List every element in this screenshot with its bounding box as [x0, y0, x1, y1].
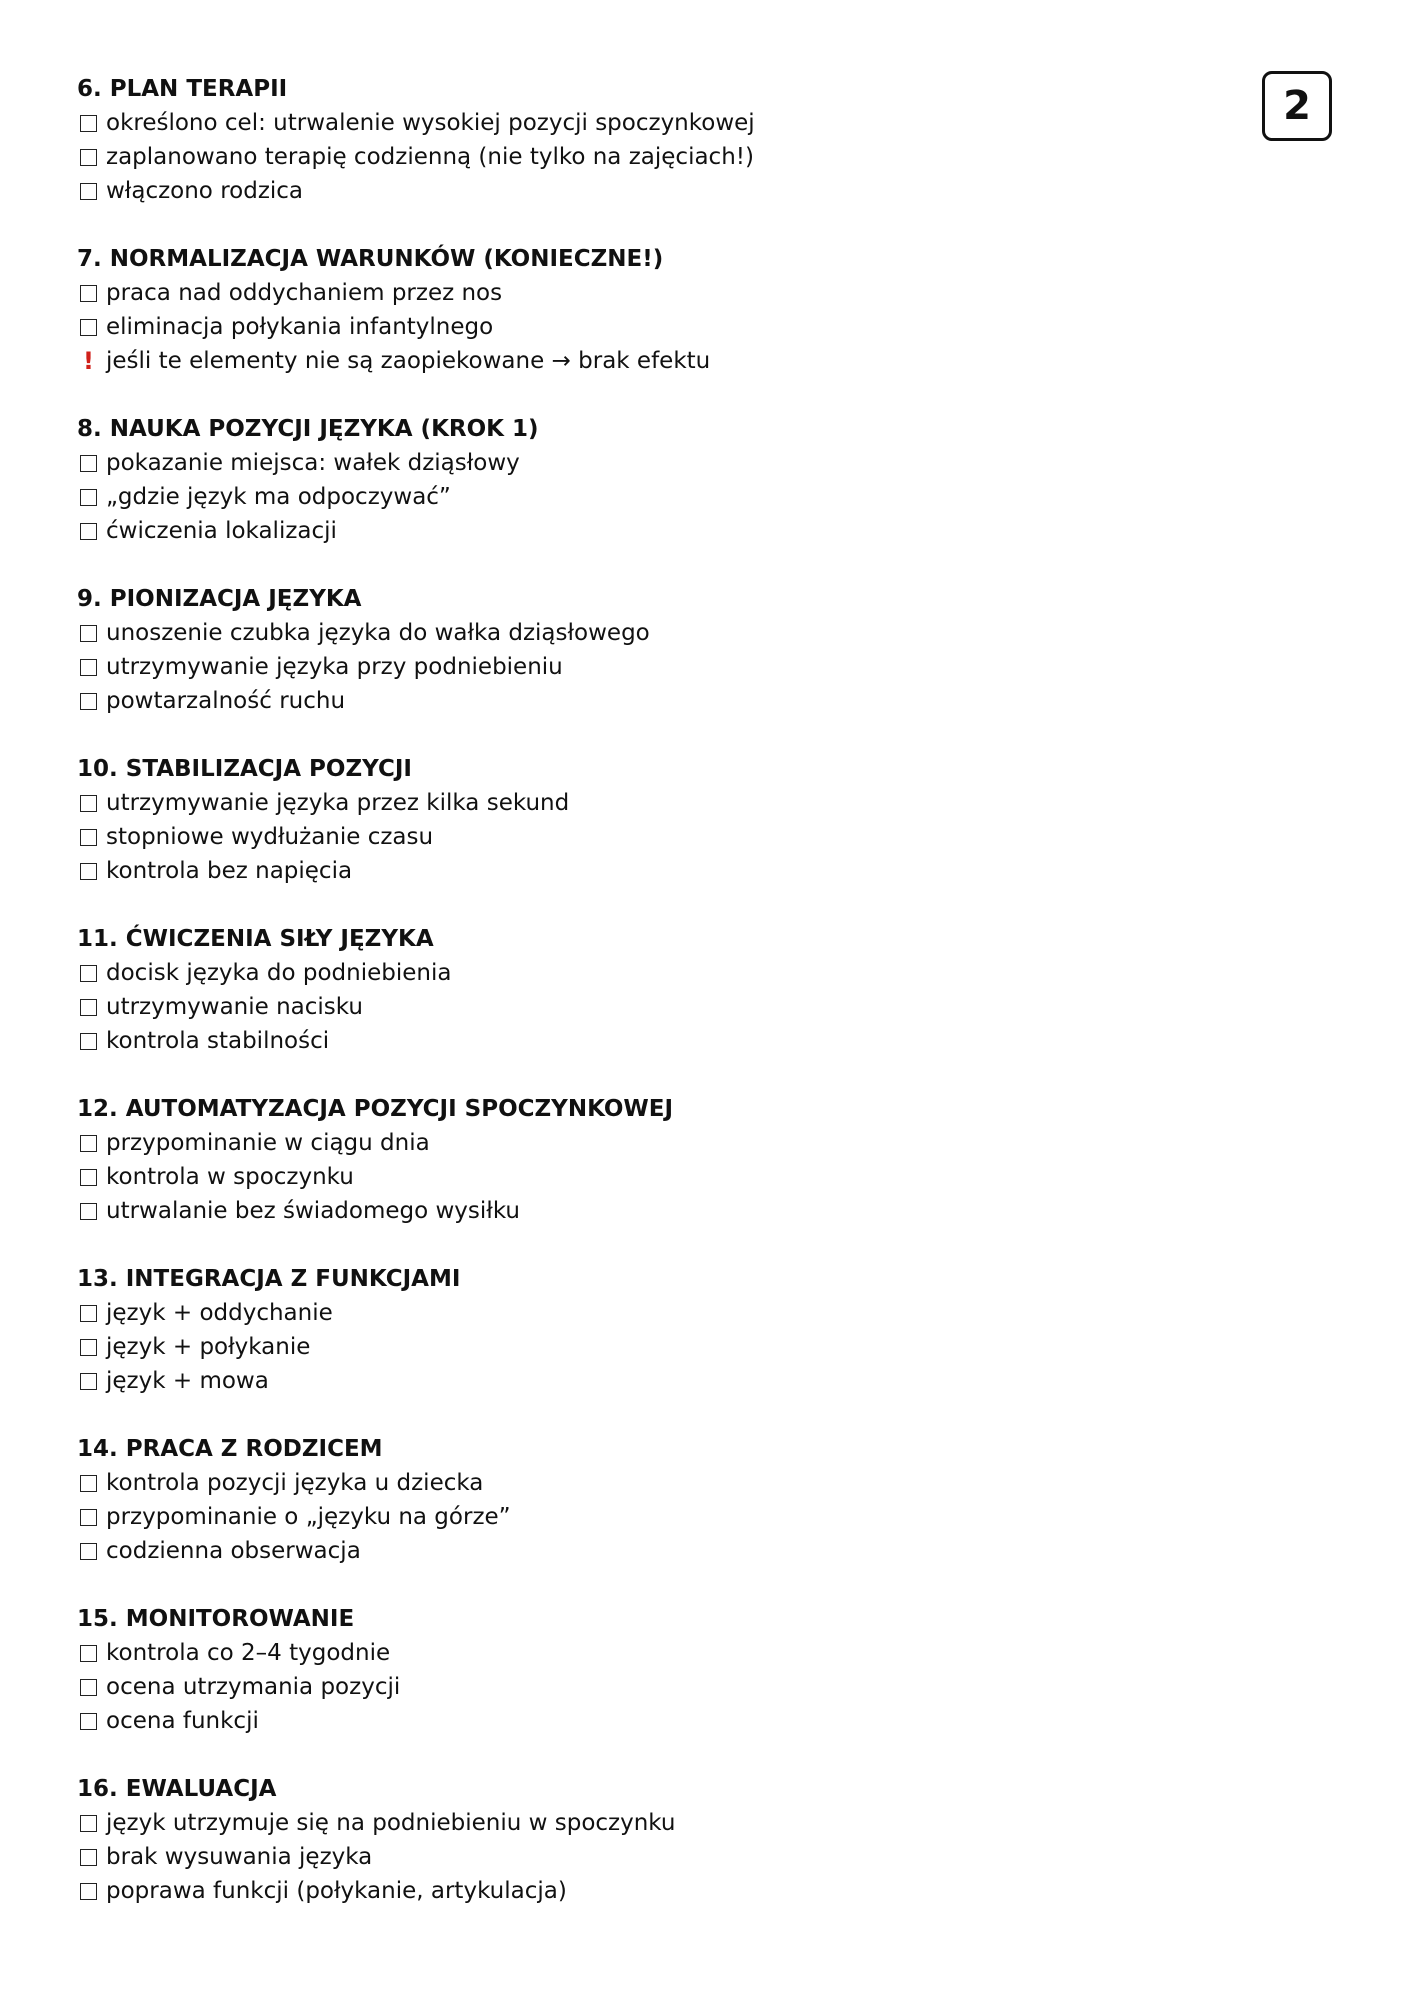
item-label: praca nad oddychaniem przez nos — [106, 280, 503, 306]
checklist-item — [77, 1194, 1197, 1228]
checkbox-icon[interactable] — [80, 1203, 97, 1220]
checkbox-icon[interactable] — [80, 1849, 97, 1866]
checklist-item — [77, 1466, 1197, 1500]
page-number-badge — [1262, 71, 1332, 141]
item-label: język + połykanie — [106, 1334, 311, 1360]
checklist-item — [77, 106, 1197, 140]
checklist-item — [77, 1160, 1197, 1194]
checkbox-icon[interactable] — [80, 1509, 97, 1526]
section-title: 15. MONITOROWANIE — [77, 1606, 355, 1632]
item-label: kontrola co 2–4 tygodnie — [106, 1640, 391, 1666]
checkbox-icon[interactable] — [80, 795, 97, 812]
checklist-item — [77, 1840, 1197, 1874]
checkbox-icon[interactable] — [80, 863, 97, 880]
section-title: 8. NAUKA POZYCJI JĘZYKA (KROK 1) — [77, 416, 539, 442]
item-label: język + oddychanie — [106, 1300, 333, 1326]
item-label: utrzymywanie języka przez kilka sekund — [106, 790, 570, 816]
checklist-item — [77, 820, 1197, 854]
checklist-section — [77, 582, 1197, 718]
item-label: język utrzymuje się na podniebieniu w spoczynku — [106, 1810, 676, 1836]
checklist-item — [77, 1874, 1197, 1908]
item-label: poprawa funkcji (połykanie, artykulacja) — [106, 1878, 567, 1904]
checkbox-icon[interactable] — [80, 183, 97, 200]
section-title: 7. NORMALIZACJA WARUNKÓW (KONIECZNE!) — [77, 246, 664, 272]
item-label: pokazanie miejsca: wałek dziąsłowy — [106, 450, 520, 476]
checkbox-icon[interactable] — [80, 625, 97, 642]
checklist-item — [77, 310, 1197, 344]
item-label: docisk języka do podniebienia — [106, 960, 452, 986]
item-label: zaplanowano terapię codzienną (nie tylko na zajęciach!) — [106, 144, 754, 170]
checkbox-icon[interactable] — [80, 523, 97, 540]
checkbox-icon[interactable] — [80, 149, 97, 166]
checkbox-icon[interactable] — [80, 285, 97, 302]
checkbox-icon[interactable] — [80, 489, 97, 506]
checklist-item — [77, 1500, 1197, 1534]
checkbox-icon[interactable] — [80, 999, 97, 1016]
item-label: codzienna obserwacja — [106, 1538, 361, 1564]
checkbox-icon[interactable] — [80, 965, 97, 982]
item-label: utrzymywanie nacisku — [106, 994, 363, 1020]
item-label: ocena utrzymania pozycji — [106, 1674, 401, 1700]
page-number: 2 — [1283, 83, 1311, 129]
checklist-item — [77, 1704, 1197, 1738]
checklist-section — [77, 1432, 1197, 1568]
checklist-section — [77, 1772, 1197, 1908]
checklist-item — [77, 1806, 1197, 1840]
checklist-item — [77, 1296, 1197, 1330]
section-title: 14. PRACA Z RODZICEM — [77, 1436, 383, 1462]
checklist-item — [77, 514, 1197, 548]
checkbox-icon[interactable] — [80, 1679, 97, 1696]
checklist-item — [77, 1670, 1197, 1704]
checkbox-icon[interactable] — [80, 1713, 97, 1730]
item-label: włączono rodzica — [106, 178, 304, 204]
item-label: ćwiczenia lokalizacji — [106, 518, 337, 544]
checklist-item — [77, 344, 1197, 378]
section-title: 13. INTEGRACJA Z FUNKCJAMI — [77, 1266, 461, 1292]
checklist-section — [77, 72, 1197, 208]
section-title: 11. ĆWICZENIA SIŁY JĘZYKA — [77, 926, 434, 952]
checklist-section — [77, 242, 1197, 378]
checklist-item — [77, 1126, 1197, 1160]
checklist-section — [77, 1262, 1197, 1398]
checkbox-icon[interactable] — [80, 1033, 97, 1050]
checkbox-icon[interactable] — [80, 1475, 97, 1492]
checklist-section — [77, 412, 1197, 548]
section-title: 16. EWALUACJA — [77, 1776, 277, 1802]
checkbox-icon[interactable] — [80, 1645, 97, 1662]
item-label: przypominanie w ciągu dnia — [106, 1130, 430, 1156]
checklist-item — [77, 650, 1197, 684]
item-label: kontrola stabilności — [106, 1028, 330, 1054]
checkbox-icon[interactable] — [80, 1543, 97, 1560]
item-label: „gdzie język ma odpoczywać” — [106, 484, 451, 510]
checkbox-icon[interactable] — [80, 1169, 97, 1186]
checkbox-icon[interactable] — [80, 1883, 97, 1900]
checkbox-icon[interactable] — [80, 1339, 97, 1356]
checklist-item — [77, 1330, 1197, 1364]
checklist-item — [77, 1364, 1197, 1398]
checklist-section — [77, 922, 1197, 1058]
item-label: unoszenie czubka języka do wałka dziąsłowego — [106, 620, 650, 646]
item-label: utrwalanie bez świadomego wysiłku — [106, 1198, 521, 1224]
item-label: stopniowe wydłużanie czasu — [106, 824, 434, 850]
checkbox-icon[interactable] — [80, 319, 97, 336]
section-title: 6. PLAN TERAPII — [77, 76, 288, 102]
checklist-item — [77, 990, 1197, 1024]
item-label: eliminacja połykania infantylnego — [106, 314, 494, 340]
item-label: kontrola pozycji języka u dziecka — [106, 1470, 484, 1496]
checkbox-icon[interactable] — [80, 1815, 97, 1832]
checklist-item — [77, 276, 1197, 310]
checklist-item — [77, 140, 1197, 174]
item-label: ocena funkcji — [106, 1708, 259, 1734]
checklist-section — [77, 752, 1197, 888]
checklist-section — [77, 1092, 1197, 1228]
checklist-item — [77, 446, 1197, 480]
exclamation-icon: ! — [83, 347, 94, 375]
section-title: 10. STABILIZACJA POZYCJI — [77, 756, 412, 782]
checklist-item — [77, 616, 1197, 650]
item-label: język + mowa — [106, 1368, 269, 1394]
checklist-item — [77, 786, 1197, 820]
item-label: brak wysuwania języka — [106, 1844, 373, 1870]
item-label: kontrola w spoczynku — [106, 1164, 354, 1190]
section-title: 9. PIONIZACJA JĘZYKA — [77, 586, 362, 612]
checkbox-icon[interactable] — [80, 659, 97, 676]
checklist-item — [77, 1024, 1197, 1058]
checkbox-icon[interactable] — [80, 1305, 97, 1322]
checklist-item — [77, 1534, 1197, 1568]
checkbox-icon[interactable] — [80, 693, 97, 710]
checkbox-icon[interactable] — [80, 1135, 97, 1152]
item-label: powtarzalność ruchu — [106, 688, 346, 714]
checklist — [77, 72, 1197, 1942]
checkbox-icon[interactable] — [80, 115, 97, 132]
section-title: 12. AUTOMATYZACJA POZYCJI SPOCZYNKOWEJ — [77, 1096, 674, 1122]
item-label: kontrola bez napięcia — [106, 858, 353, 884]
checkbox-icon[interactable] — [80, 1373, 97, 1390]
checklist-item — [77, 480, 1197, 514]
item-label: utrzymywanie języka przy podniebieniu — [106, 654, 563, 680]
item-label: określono cel: utrwalenie wysokiej pozycji spoczynkowej — [106, 110, 755, 136]
checklist-item — [77, 684, 1197, 718]
checklist-item — [77, 956, 1197, 990]
checklist-item — [77, 854, 1197, 888]
checklist-item — [77, 1636, 1197, 1670]
checkbox-icon[interactable] — [80, 829, 97, 846]
checklist-item — [77, 174, 1197, 208]
item-label: jeśli te elementy nie są zaopiekowane → brak efektu — [106, 348, 711, 374]
checkbox-icon[interactable] — [80, 455, 97, 472]
item-label: przypominanie o „języku na górze” — [106, 1504, 511, 1530]
checklist-section — [77, 1602, 1197, 1738]
